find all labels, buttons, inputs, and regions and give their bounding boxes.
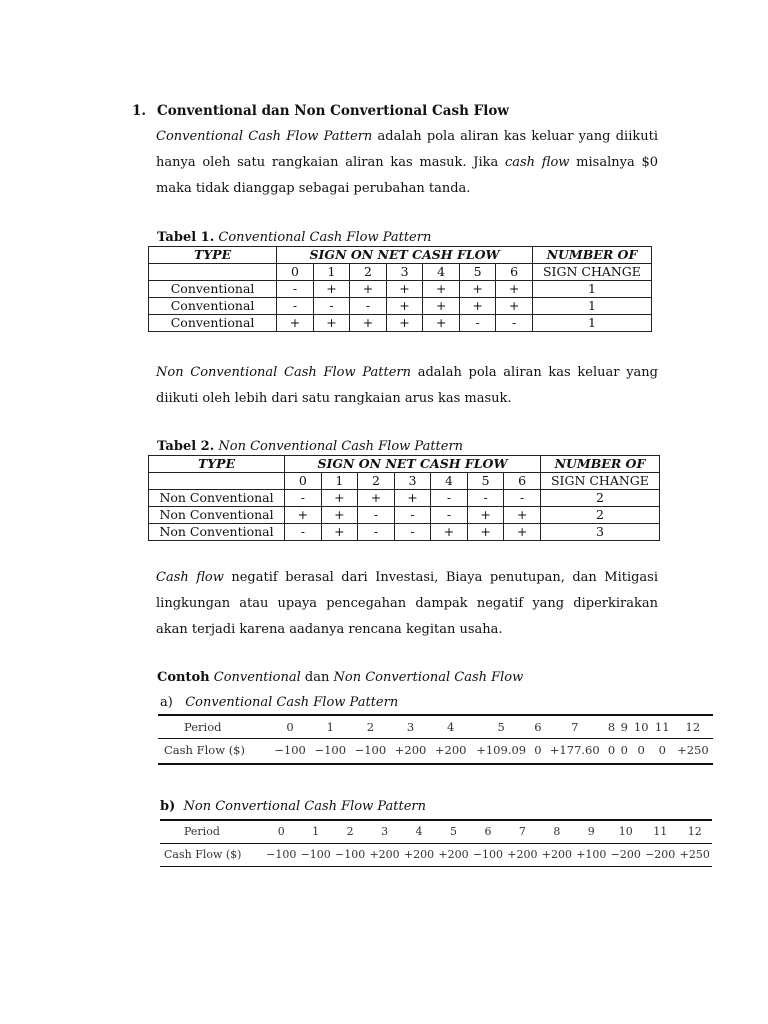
period-cell: 7 bbox=[571, 720, 579, 734]
period-cell: 10 bbox=[633, 720, 649, 734]
table-row bbox=[149, 490, 660, 507]
sign-cell: - bbox=[358, 507, 395, 524]
cash-cell: +200 bbox=[541, 847, 572, 861]
type-cell: Non Conventional bbox=[149, 490, 285, 507]
term-conventional: Conventional Cash Flow Pattern bbox=[156, 129, 373, 144]
type-cell: Conventional bbox=[149, 298, 277, 315]
cash-cell: +200 bbox=[369, 847, 400, 861]
sign-cell: + bbox=[277, 315, 314, 332]
period-cell: 11 bbox=[653, 825, 668, 838]
sign-cell: - bbox=[394, 507, 431, 524]
table-row bbox=[149, 281, 652, 298]
table1-head-sign-change: SIGN CHANGE bbox=[532, 264, 651, 281]
cash-cell: −100 bbox=[314, 743, 347, 757]
period-cell: 12 bbox=[687, 825, 702, 838]
table2-head-number: NUMBER OF bbox=[540, 456, 659, 473]
period-cell: 3 bbox=[406, 720, 415, 734]
table2-head-sign: SIGN ON NET CASH FLOW bbox=[285, 456, 541, 473]
table2 bbox=[148, 455, 660, 541]
term-cash-flow: cash flow bbox=[504, 155, 570, 170]
sign-cell: + bbox=[358, 490, 395, 507]
period-cell: 3 bbox=[381, 825, 389, 838]
sign-cell: + bbox=[386, 281, 423, 298]
table1-caption-label: Tabel 1. bbox=[157, 230, 215, 245]
sign-cell: + bbox=[459, 298, 496, 315]
period-cell: 9 bbox=[587, 825, 595, 838]
period-cell: 4 bbox=[447, 720, 455, 734]
period-cell: 3 bbox=[386, 264, 423, 281]
example-a-title: Conventional Cash Flow Pattern bbox=[185, 695, 399, 710]
sign-cell: + bbox=[504, 507, 541, 524]
period-label: Period bbox=[184, 825, 220, 838]
table2-caption bbox=[157, 439, 463, 454]
sign-cell: + bbox=[467, 524, 504, 541]
period-cell: 0 bbox=[277, 264, 314, 281]
table2-head-type: TYPE bbox=[149, 456, 285, 473]
sign-cell: + bbox=[423, 315, 460, 332]
table-row bbox=[149, 524, 660, 541]
sign-cell: + bbox=[423, 298, 460, 315]
sign-cell: + bbox=[386, 315, 423, 332]
cash-cell: 0 bbox=[620, 743, 628, 757]
cash-cell: +250 bbox=[679, 847, 710, 861]
sign-cell: - bbox=[431, 490, 468, 507]
cash-cell: +109.09 bbox=[476, 743, 527, 757]
cash-cell: −100 bbox=[354, 743, 387, 757]
period-cell: 1 bbox=[313, 264, 350, 281]
cash-cell: −100 bbox=[472, 847, 504, 861]
example-b-label bbox=[160, 799, 426, 814]
period-cell: 3 bbox=[394, 473, 431, 490]
period-cell: 2 bbox=[366, 720, 375, 734]
period-cell: 11 bbox=[654, 720, 670, 734]
period-cell: 7 bbox=[518, 825, 526, 838]
period-cell: 8 bbox=[607, 720, 616, 734]
sign-cell: - bbox=[285, 490, 322, 507]
example-a-table bbox=[158, 717, 713, 763]
period-cell: 8 bbox=[553, 825, 561, 838]
table2-period-row bbox=[149, 473, 660, 490]
period-cell: 5 bbox=[449, 825, 457, 838]
sign-cell: + bbox=[504, 524, 541, 541]
table1-period-row bbox=[149, 264, 652, 281]
cash-cell: +200 bbox=[394, 743, 427, 757]
sign-cell: - bbox=[350, 298, 387, 315]
table2-caption-label: Tabel 2. bbox=[157, 439, 215, 454]
cash-cell: +100 bbox=[576, 847, 607, 861]
sign-cell: + bbox=[350, 315, 387, 332]
table-bottom-rule bbox=[160, 866, 712, 867]
cash-cell: −100 bbox=[300, 847, 331, 861]
example-heading-plain: dan bbox=[300, 670, 334, 685]
period-row bbox=[160, 821, 712, 842]
period-cell: 0 bbox=[277, 825, 285, 838]
period-cell: 6 bbox=[484, 825, 492, 838]
table1-head-type: TYPE bbox=[149, 247, 277, 264]
period-label: Period bbox=[184, 720, 222, 734]
example-heading bbox=[157, 670, 523, 685]
cash-cell: −200 bbox=[610, 847, 641, 861]
paragraph-text: adalah pola aliran kas keluar yang diikuti oleh lebih dari satu rangkaian arus kas masuk. bbox=[156, 365, 658, 406]
change-cell: 1 bbox=[532, 315, 651, 332]
table1-caption-title: Conventional Cash Flow Pattern bbox=[214, 230, 432, 245]
section-heading bbox=[132, 103, 509, 119]
change-cell: 2 bbox=[540, 507, 659, 524]
cash-flow-row bbox=[160, 842, 712, 866]
period-row bbox=[158, 717, 713, 737]
period-cell: 2 bbox=[346, 825, 354, 838]
section-number: 1. bbox=[132, 103, 147, 119]
sign-cell: + bbox=[350, 281, 387, 298]
type-cell: Conventional bbox=[149, 315, 277, 332]
cash-cell: 0 bbox=[658, 743, 666, 757]
paragraph-text: negatif berasal dari Investasi, Biaya penutupan, dan Mitigasi lingkungan atau upaya pencegahan dampak negatif yang diperkirakan akan terjadi karena aadanya rencana kegitan usaha. bbox=[156, 570, 659, 637]
period-cell: 5 bbox=[467, 473, 504, 490]
sign-cell: + bbox=[459, 281, 496, 298]
table-bottom-rule bbox=[158, 763, 713, 765]
period-cell: 4 bbox=[423, 264, 460, 281]
table2-empty-cell bbox=[149, 473, 285, 490]
sign-cell: - bbox=[313, 298, 350, 315]
table-top-rule bbox=[158, 714, 713, 716]
example-heading-bold: Contoh bbox=[157, 670, 210, 685]
period-cell: 9 bbox=[620, 720, 628, 734]
paragraph-text: adalah pola aliran kas keluar yang diikuti hanya oleh satu rangkaian aliran kas masuk. Jika bbox=[156, 129, 658, 170]
sign-cell: + bbox=[496, 298, 533, 315]
sign-cell: - bbox=[431, 507, 468, 524]
example-b-title: Non Convertional Cash Flow Pattern bbox=[183, 799, 427, 814]
period-cell: 2 bbox=[350, 264, 387, 281]
paragraph-negative-cash-flow bbox=[156, 565, 658, 643]
sign-cell: + bbox=[386, 298, 423, 315]
period-cell: 1 bbox=[312, 825, 320, 838]
period-cell: 12 bbox=[685, 720, 701, 734]
sign-cell: + bbox=[431, 524, 468, 541]
sign-cell: - bbox=[277, 281, 314, 298]
period-cell: 0 bbox=[286, 720, 294, 734]
period-cell: 2 bbox=[358, 473, 395, 490]
table1-head-number: NUMBER OF bbox=[532, 247, 651, 264]
change-cell: 3 bbox=[540, 524, 659, 541]
period-cell: 4 bbox=[415, 825, 423, 838]
cash-flow-label: Cash Flow ($) bbox=[164, 847, 242, 861]
period-cell: 5 bbox=[497, 720, 505, 734]
cash-cell: −100 bbox=[266, 847, 297, 861]
sign-cell: - bbox=[467, 490, 504, 507]
sign-cell: + bbox=[467, 507, 504, 524]
period-cell: 5 bbox=[459, 264, 496, 281]
period-cell: 10 bbox=[618, 825, 633, 838]
sign-cell: - bbox=[504, 490, 541, 507]
cash-cell: 0 bbox=[637, 743, 645, 757]
sign-cell: + bbox=[496, 281, 533, 298]
cash-cell: +200 bbox=[438, 847, 469, 861]
table-mid-rule bbox=[158, 738, 713, 739]
sign-cell: + bbox=[285, 507, 322, 524]
cash-cell: +200 bbox=[507, 847, 538, 861]
table1-empty-cell bbox=[149, 264, 277, 281]
term-non-conventional: Non Conventional Cash Flow Pattern bbox=[156, 365, 411, 380]
example-heading-italic: Non Convertional Cash Flow bbox=[333, 670, 524, 685]
table1-caption bbox=[157, 230, 431, 245]
type-cell: Non Conventional bbox=[149, 524, 285, 541]
period-cell: 6 bbox=[534, 720, 542, 734]
cash-flow-row bbox=[158, 737, 713, 763]
table2-caption-title: Non Conventional Cash Flow Pattern bbox=[214, 439, 464, 454]
table-mid-rule bbox=[160, 843, 712, 844]
cash-cell: +200 bbox=[403, 847, 435, 861]
term-cash-flow-negative: Cash flow bbox=[156, 570, 224, 585]
sign-cell: + bbox=[394, 490, 431, 507]
cash-cell: +200 bbox=[434, 743, 467, 757]
period-cell: 6 bbox=[496, 264, 533, 281]
cash-cell: +177.60 bbox=[549, 743, 600, 757]
period-cell: 6 bbox=[504, 473, 541, 490]
paragraph-conventional bbox=[156, 124, 658, 202]
sign-cell: + bbox=[321, 524, 358, 541]
table-row bbox=[149, 315, 652, 332]
cash-cell: 0 bbox=[534, 743, 542, 757]
cash-cell: +250 bbox=[677, 743, 709, 757]
sign-cell: + bbox=[423, 281, 460, 298]
sign-cell: - bbox=[394, 524, 431, 541]
example-heading-italic: Conventional bbox=[209, 670, 301, 685]
table2-head-sign-change: SIGN CHANGE bbox=[540, 473, 659, 490]
example-a-marker: a) bbox=[160, 695, 173, 710]
change-cell: 1 bbox=[532, 298, 651, 315]
example-b-marker: b) bbox=[160, 799, 176, 814]
sign-cell: + bbox=[321, 507, 358, 524]
period-cell: 1 bbox=[321, 473, 358, 490]
sign-cell: - bbox=[285, 524, 322, 541]
period-cell: 0 bbox=[285, 473, 322, 490]
cash-cell: 0 bbox=[607, 743, 616, 757]
type-cell: Non Conventional bbox=[149, 507, 285, 524]
type-cell: Conventional bbox=[149, 281, 277, 298]
table-row bbox=[149, 507, 660, 524]
table1 bbox=[148, 246, 652, 332]
sign-cell: - bbox=[459, 315, 496, 332]
sign-cell: - bbox=[277, 298, 314, 315]
sign-cell: + bbox=[313, 281, 350, 298]
sign-cell: + bbox=[321, 490, 358, 507]
section-title: Conventional dan Non Convertional Cash Flow bbox=[157, 103, 509, 119]
paragraph-text: misalnya $0 maka tidak dianggap sebagai perubahan tanda. bbox=[156, 155, 658, 196]
cash-cell: −100 bbox=[274, 743, 306, 757]
change-cell: 1 bbox=[532, 281, 651, 298]
cash-cell: −100 bbox=[335, 847, 366, 861]
sign-cell: + bbox=[313, 315, 350, 332]
cash-cell: −200 bbox=[645, 847, 676, 861]
example-a-label bbox=[160, 695, 398, 710]
table-row bbox=[149, 298, 652, 315]
period-cell: 4 bbox=[431, 473, 468, 490]
sign-cell: - bbox=[358, 524, 395, 541]
change-cell: 2 bbox=[540, 490, 659, 507]
table1-head-sign: SIGN ON NET CASH FLOW bbox=[277, 247, 533, 264]
cash-flow-label: Cash Flow ($) bbox=[164, 743, 245, 757]
period-cell: 1 bbox=[326, 720, 334, 734]
sign-cell: - bbox=[496, 315, 533, 332]
paragraph-non-conventional bbox=[156, 360, 658, 412]
